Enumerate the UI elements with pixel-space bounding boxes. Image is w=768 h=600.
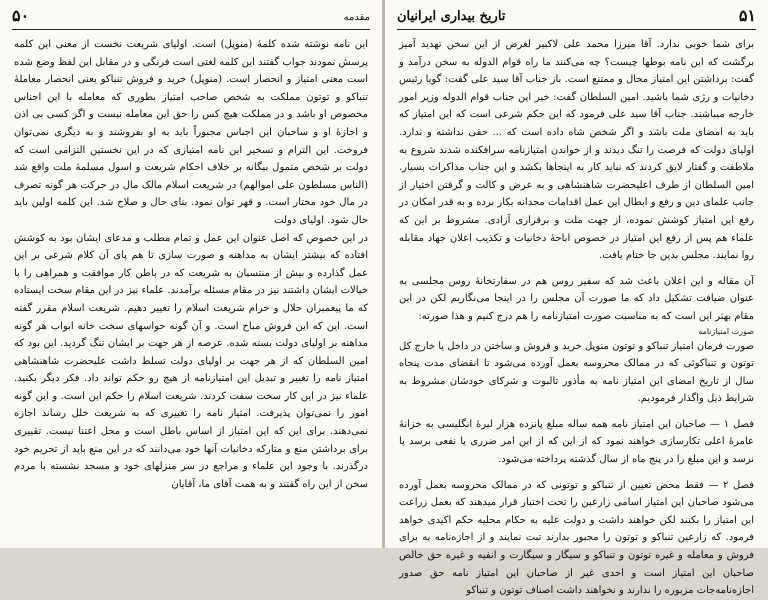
article-paragraph: صورت فرمان امتیاز تنباکو و توتون منوپل خرید و فروش و ساختن در داخل یا خارج کل توتون و تنباکوئی که در ممالک محروسه بعمل آورده می‌شود تا انقضای مدت پنجاه سال از تاریخ امضای این امتیاز نامه به مأذور تالبوت و شرکای خودشان مشروط به شرایط ذیل واگذار فرمودیم.: [399, 340, 754, 405]
right-page-header: [397, 8, 756, 28]
left-page-body: [14, 36, 368, 542]
page-number: ۵۱: [738, 6, 756, 25]
header-rule: [397, 29, 756, 30]
paragraph: این نامه نوشته شده کلمهٔ (منوپل) است. اولیای شریعت نخست از معنی این کلمه پرسش نمودند جواب گفتند این کلمه لغتی است فرنگی و در مقابل این لفظ وضع شده است معنی امتیاز و انحصار است. (منوپل) خرید و فروش تنباکو یعنی انحصار معاملهٔ تنباکو و توتون مملکت به شخص صاحب امتیاز بطوری که معامله با این اجناس مخصوص او باشد و در مملکت هیچ کس را حق این معامله نیست و اگر کسی بی اذن و اجازهٔ او و ساحبان این اجناس مجبوراً باید به او بفروشند و به دیگری نمی‌توان فروخت. این الترام و تسخیر این نامه امتیازی که در این نخستین التزامی است که دولت بر شخص متمول بیگانه بر خلاف احکام شریعت و اسول مسلمهٔ ملت واقع شد (الناس مسلطون علی اموالهم) در شریعت اسلام مالک مال در حرکت هر گونه تصرف در مال خود مختار است. و قهر توان نمود. بنای حال و صلاح شد. این کلمه اولین باید حال شود. اولیای دولت: [14, 39, 368, 226]
paragraph: آن مقاله و این اعلان باعث شد که سفیر روس هم در سفارتخانهٔ روس مجلسی به عنوان ضیافت تشکیل داد که ما صورت آن مجلس را در اینجا می‌نگاریم لکن در این مقام بهتر این است که به مناسبت صورت امتیازنامه را هم درج کنیم و هذا صورته:: [399, 275, 754, 322]
section-subheading: صورت امتیازنامه: [698, 326, 754, 336]
right-page: [385, 0, 768, 597]
left-page-header: [12, 8, 370, 28]
header-rule: [12, 29, 370, 30]
running-title: تاریخ بیداری ایرانیان: [397, 9, 506, 24]
article-paragraph: فصل ۲ — فقط محض تعیین از تنباکو و توتونی که در ممالک محروسه بعمل آورده می‌شود صاحبان این امتیاز اسامی زارعین را تحت اختیار قرار میدهند که بعمل زراعت این امتیاز را بکنند لکن خواهند داشت و دولت علیه به حکام محلیه حکم اکیدی خواهد فرمود. که زارعین تنباکو و توتون را مجبور بدارند تبت نمایند و از اجازه‌نامه به برای فروش و معامله و غیره توتون و تنباکو و سیگار و سیگارت و انفیه و غیره حق خالص صاحبان این امتیاز است و احدی غیر از صاحبان این امتیاز نامه حق صدور اجازه‌نامه‌جات مزبوره را ندارند و نخواهند داشت اصناف توتون و تنباکو: [399, 479, 754, 597]
paragraph: در این خصوص که اصل عنوان این عمل و تمام مطلب و مدعای ایشان بود به کوشش افتاده که بیشتر ایشان به مداهنه و صورت سازی تا هم پای آن کلام شرعی بر این عمل گذارده و بیش از منتسبان به شریعت که در باطن کار موافقت و همراهی را با خیالات ایشان داشتند نیز در مقام مسئله برآمدند. علماء نیز در این مقام سخت ایستاده که ما پیغمبران حلال و حرام شریعت اسلام را تغییر دهیم. شریعت اسلام مقرر گفته است. این که این فروش مباح است. و آن گونه حواسهای سخت خانه ابواب هر گونه مداهنه بر اولیای دولت بسته شده. عرصه از هر جهت بر ایشان تنگ گردید. این بود که امین السلطان که از هر جهت بر اولیای دولت تسلط داشت علیحضرت شاهنشاهی امتیاز نامه را تغییر و تبدیل این امتیازنامه از هیچ رو حکم تواند داد. فکر دیگر بکنید. علماء نیز در این کار سخت سفت کردند. شریعت اسلام را حکم این است. و این گونه امور را نمی‌توان پذیرفت. امتیاز نامه را تغییری که به شریعت خلل رساند اجازه نمی‌دهند. برای این که این امتیاز از اساس باطل است و محل اعتنا نیست. تقییری برای برداشتن منع و متارکه دخانیات آنها خود می‌دانند که در این منع باید از تحریم خود درگذرند. با وجود این علماء و مراجع در سر منزلهای خود و مسجد نشسته با مردم سخن از این راه گفتند و به همت آقای ما، آقایان: [14, 232, 368, 490]
right-page-body: [399, 36, 754, 597]
left-page: [0, 0, 383, 548]
paragraph: برای شما خوبی ندارد. آقا میرزا محمد علی لاکبیر لغرض از این سخن تهدید آمیز برگشت که این نامه بوطها چیست؟ چه می‌کنند ما راه قوام الدوله به سخن درآمد و گفت: برداشتن این امتیاز محال و ممتنع است. باز جناب آقا سید علی گفت: گویا رئیس دخانیات و رژی شما باشید. امین السلطان گفت: خیر این جناب قوام الدوله وزیر امور خارجه میباشند. جناب آقا سید علی فرمود که این حکم شرعی است که این امتیاز که باید به امضای ملت باشد و اگر شخص شاه داده است که ... حقی نداشته و ندارد. اولیای دولت که فرصت را تنگ دیدند و از خواندن امتیازنامه سرافکنده شدند شروع به ملاطفت و گفتار لایق کردند که نباید کار به اینجاها بکشد و این جناب مذاکرات بسیار. امین السلطان از طرف اعلیحضرت شاهنشاهی و به عرض و کالت و گرفتن اختیار از جانب علمای دین و رفع و ابطال این عمل اقدامات مجدانه بکار برده و به قدر امکان در رفع این امتیاز کوشش نموده، از جهت ملت و برقراری آزادی. مشروط بر این که علماء هم پس از رفع این امتیاز در خصوص اباحهٔ دخانیات و تکذیب اعلان جهاد مقابله روا نمایند. مجلس بدین جا ختام یافت.: [399, 39, 754, 262]
running-title: مقدمه: [343, 12, 370, 23]
page-number: ۵۰: [12, 6, 30, 25]
article-paragraph: فصل ۱ — صاحبان این امتیاز نامه همه ساله مبلغ پانزده هزار لیرهٔ انگلیسی به خزانهٔ عامرهٔ اعلی تکارسازی خواهند نمود که از این که از این امر ضرری یا نفعی برسد یا نرسد و این مبلغ را در پنج ماه از سال گذشته پرداخته می‌شود.: [399, 418, 754, 466]
